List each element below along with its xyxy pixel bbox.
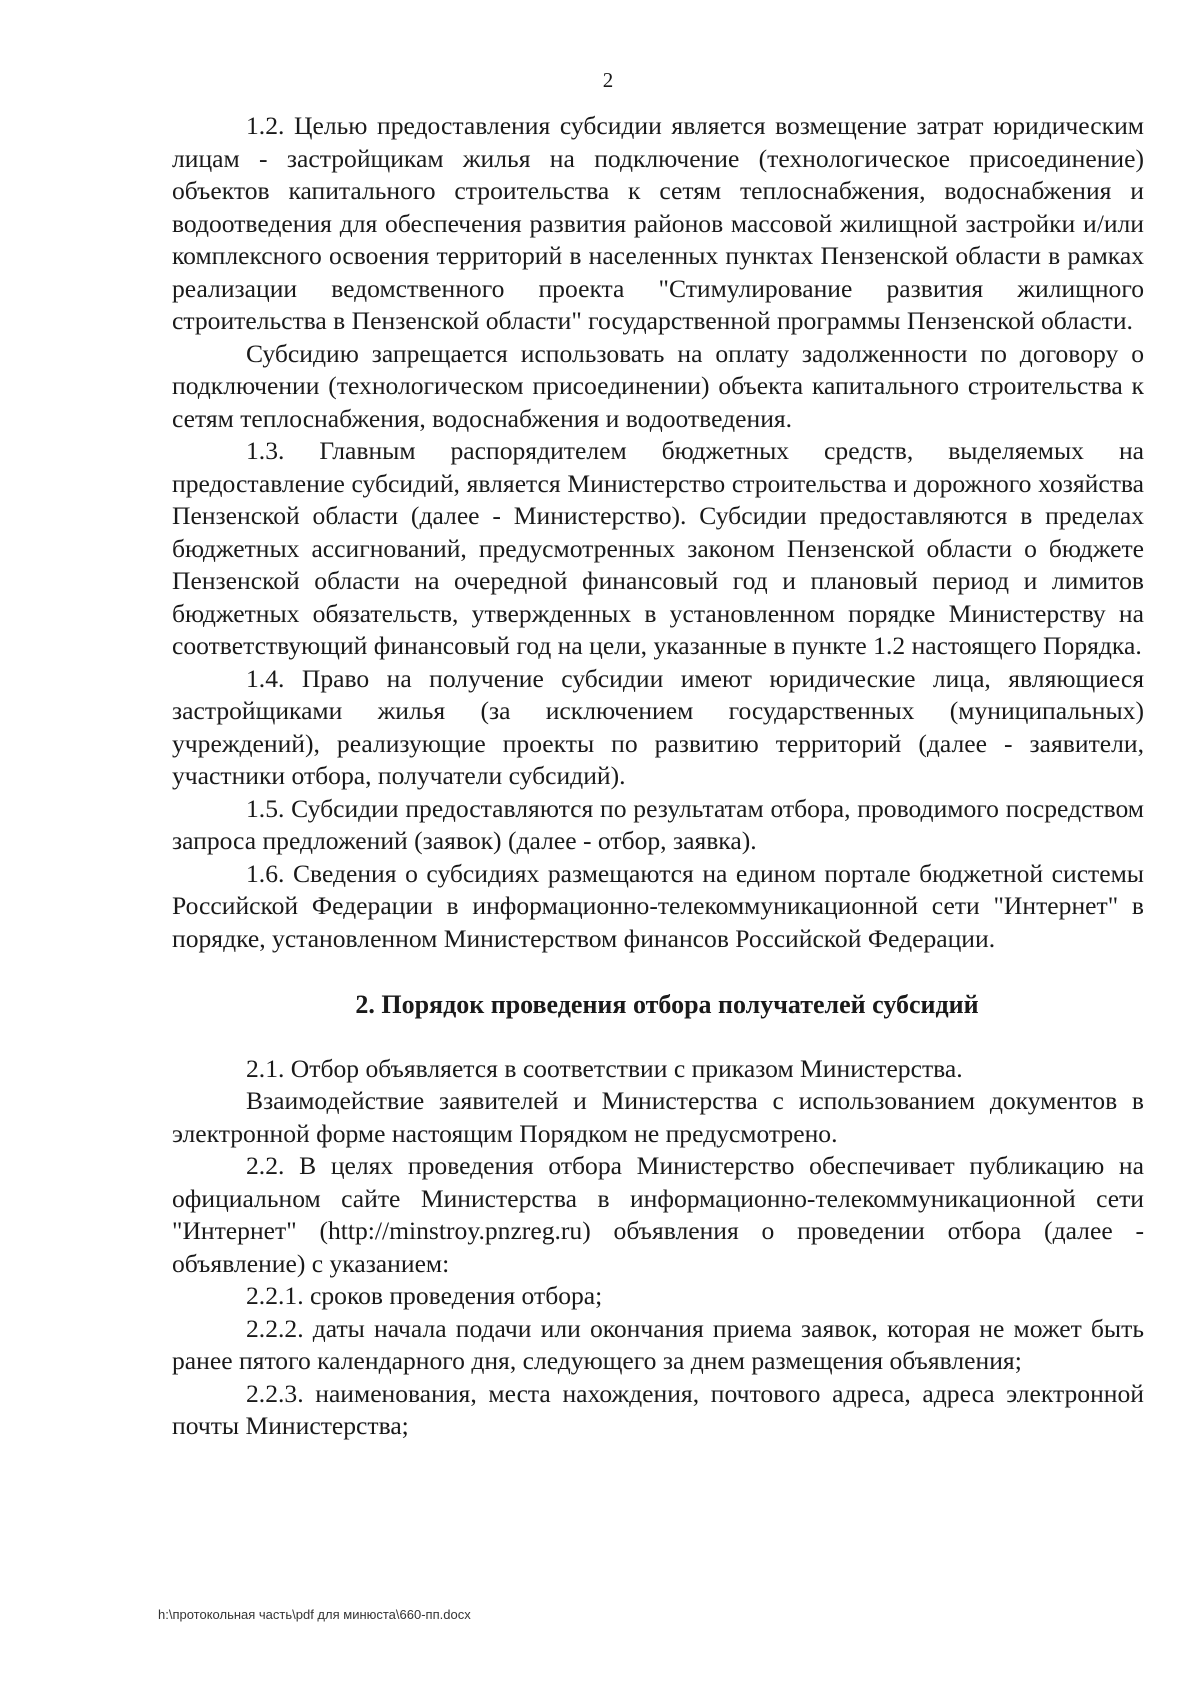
paragraph-interaction: Взаимодействие заявителей и Министерства с использованием документов в электронной форме настоящим Порядком не предусмотрено. <box>172 1086 1144 1148</box>
paragraph-2-2-2: 2.2.2. даты начала подачи или окончания приема заявок, которая не может быть ранее пятого календарного дня, следующего за днем размещения объявления; <box>172 1313 1144 1375</box>
paragraph-2-2-1: 2.2.1. сроков проведения отбора; <box>246 1281 603 1310</box>
document-body <box>172 110 1144 1443</box>
paragraph-1-6: 1.6. Сведения о субсидиях размещаются на едином портале бюджетной системы Российской Федерации в информационно-телекоммуникационной сети "Интернет" в порядке, установленном Министерством финансов Российской Федерации. <box>172 858 1144 953</box>
paragraph-1-2: 1.2. Целью предоставления субсидии является возмещение затрат юридическим лицам - застройщикам жилья на подключение (технологическое присоединение) объектов капитального строительства к сетям теплоснабжения, водоснабжения и водоотведения для обеспечения развития районов массовой жилищной застройки и/или комплексного освоения территорий в населенных пунктах Пензенской области в рамках реализации ведомственного проекта "Стимулирование развития жилищного строительства в Пензенской области" государственной программы Пензенской области. <box>172 111 1144 335</box>
paragraph-1-3: 1.3. Главным распорядителем бюджетных средств, выделяемых на предоставление субсидий, является Министерство строительства и дорожного хозяйства Пензенской области (далее - Министерство). Субсидии предоставляются в пределах бюджетных ассигнований, предусмотренных законом Пензенской области о бюджете Пензенской области на очередной финансовый год и плановый период и лимитов бюджетных обязательств, утвержденных в установленном порядке Министерству на соответствующий финансовый год на цели, указанные в пункте 1.2 настоящего Порядка. <box>172 436 1144 660</box>
paragraph-2-2: 2.2. В целях проведения отбора Министерство обеспечивает публикацию на официальном сайте Министерства в информационно-телекоммуникационной сети "Интернет" (http://minstroy.pnzreg.ru) объявления о проведении отбора (далее - объявление) с указанием: <box>172 1151 1144 1278</box>
paragraph-2-1: 2.1. Отбор объявляется в соответствии с приказом Министерства. <box>246 1053 963 1083</box>
page-number: 2 <box>602 68 614 92</box>
paragraph-subsidy-restriction: Субсидию запрещается использовать на оплату задолженности по договору о подключении (технологическом присоединении) объекта капитального строительства к сетям теплоснабжения, водоснабжения и водоотведения. <box>172 338 1144 433</box>
section-heading: 2. Порядок проведения отбора получателей субсидий <box>355 990 979 1019</box>
footer-file-path: h:\протокольная часть\pdf для минюста\660-пп.docx <box>158 1607 471 1622</box>
paragraph-1-5: 1.5. Субсидии предоставляются по результатам отбора, проводимого посредством запроса предложений (заявок) (далее - отбор, заявка). <box>172 793 1144 855</box>
paragraph-2-2-3: 2.2.3. наименования, места нахождения, почтового адреса, адреса электронной почты Министерства; <box>172 1378 1144 1440</box>
paragraph-1-4: 1.4. Право на получение субсидии имеют юридические лица, являющиеся застройщиками жилья (за исключением государственных (муниципальных) учреждений), реализующие проекты по развитию территорий (далее - заявители, участники отбора, получатели субсидий). <box>172 663 1144 790</box>
